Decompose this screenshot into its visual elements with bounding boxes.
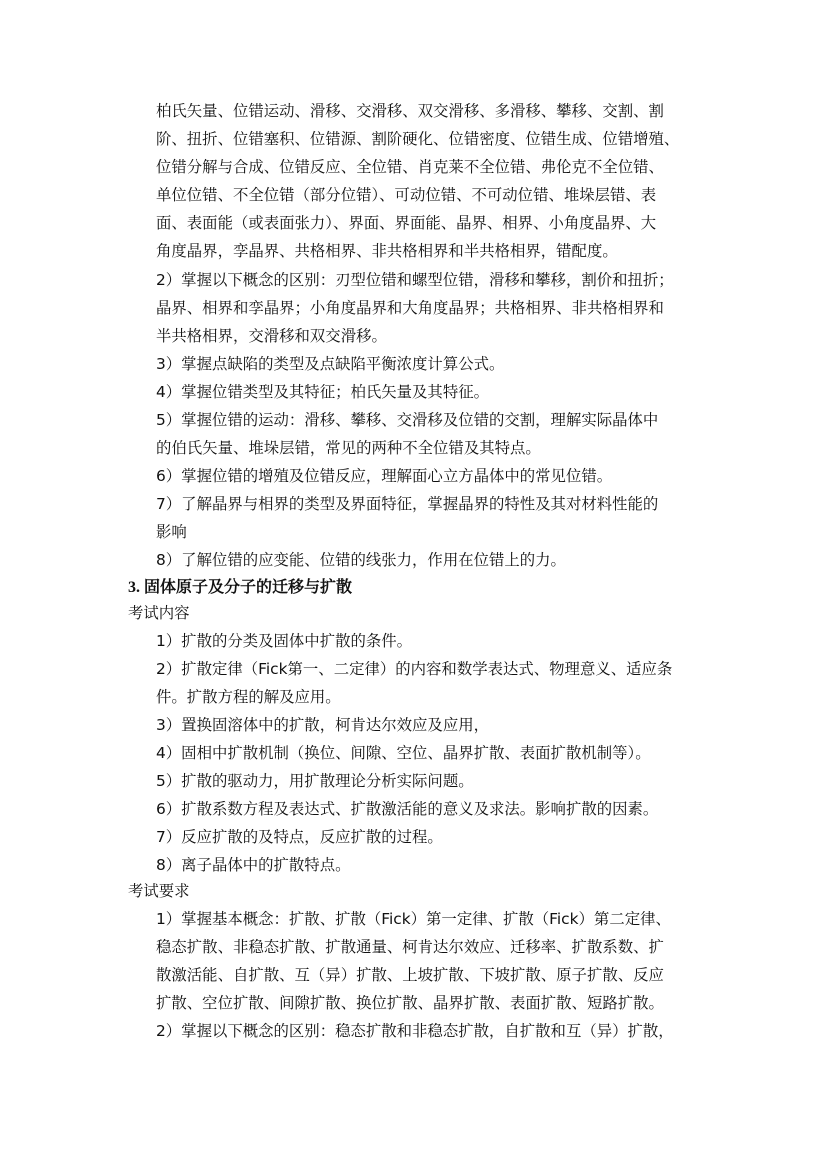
list-item: 2）掌握以下概念的区别：刃型位错和螺型位错，滑移和攀移，割价和扭折； bbox=[156, 271, 674, 289]
text-line: 柏氏矢量、位错运动、滑移、交滑移、双交滑移、多滑移、攀移、交割、割 bbox=[156, 102, 664, 120]
text-line: 件。扩散方程的解及应用。 bbox=[156, 688, 341, 706]
list-item: 8）离子晶体中的扩散特点。 bbox=[156, 856, 351, 874]
list-item: 6）掌握位错的增殖及位错反应，理解面心立方晶体中的常见位错。 bbox=[156, 467, 613, 485]
list-item: 5）扩散的驱动力，用扩散理论分析实际问题。 bbox=[156, 772, 474, 790]
text-line: 影响 bbox=[156, 523, 187, 541]
text-line: 晶界、相界和孪晶界；小角度晶界和大角度晶界；共格相界、非共格相界和 bbox=[156, 299, 664, 317]
text-line: 散激活能、自扩散、互（异）扩散、上坡扩散、下坡扩散、原子扩散、反应 bbox=[156, 966, 664, 984]
text-line: 面、表面能（或表面张力）、界面、界面能、晶界、相界、小角度晶界、大 bbox=[156, 214, 657, 232]
list-item: 4）掌握位错类型及其特征；柏氏矢量及其特征。 bbox=[156, 383, 489, 401]
list-item: 6）扩散系数方程及表达式、扩散激活能的意义及求法。影响扩散的因素。 bbox=[156, 800, 659, 818]
list-item: 7）了解晶界与相界的类型及界面特征，掌握晶界的特性及其对材料性能的 bbox=[156, 495, 659, 513]
list-item: 2）扩散定律（Fick第一、二定律）的内容和数学表达式、物理意义、适应条 bbox=[156, 660, 673, 678]
section-heading: 3. 固体原子及分子的迁移与扩散 bbox=[128, 579, 353, 596]
list-item: 3）置换固溶体中的扩散，柯肯达尔效应及应用， bbox=[156, 716, 489, 734]
list-item: 7）反应扩散的及特点，反应扩散的过程。 bbox=[156, 828, 443, 846]
subsection-label: 考试内容 bbox=[128, 604, 190, 622]
text-line: 扩散、空位扩散、间隙扩散、换位扩散、晶界扩散、表面扩散、短路扩散。 bbox=[156, 994, 664, 1012]
text-line: 的伯氏矢量、堆垛层错，常见的两种不全位错及其特点。 bbox=[156, 439, 541, 457]
text-line: 阶、扭折、位错塞积、位错源、割阶硬化、位错密度、位错生成、位错增殖、 bbox=[156, 130, 680, 148]
list-item: 4）固相中扩散机制（换位、间隙、空位、晶界扩散、表面扩散机制等）。 bbox=[156, 744, 651, 762]
list-item: 1）掌握基本概念：扩散、扩散（Fick）第一定律、扩散（Fick）第二定律、 bbox=[156, 910, 671, 928]
text-line: 位错分解与合成、位错反应、全位错、肖克莱不全位错、弗伦克不全位错、 bbox=[156, 158, 664, 176]
list-item: 3）掌握点缺陷的类型及点缺陷平衡浓度计算公式。 bbox=[156, 355, 505, 373]
text-line: 半共格相界，交滑移和双交滑移。 bbox=[156, 327, 387, 345]
list-item: 8）了解位错的应变能、位错的线张力，作用在位错上的力。 bbox=[156, 551, 566, 569]
list-item: 2）掌握以下概念的区别：稳态扩散和非稳态扩散，自扩散和互（异）扩散， bbox=[156, 1022, 674, 1040]
subsection-label: 考试要求 bbox=[128, 882, 190, 900]
text-line: 角度晶界，孪晶界、共格相界、非共格相界和半共格相界，错配度。 bbox=[156, 242, 618, 260]
list-item: 1）扩散的分类及固体中扩散的条件。 bbox=[156, 632, 413, 650]
text-line: 单位位错、不全位错（部分位错）、可动位错、不可动位错、堆垛层错、表 bbox=[156, 186, 657, 204]
text-line: 稳态扩散、非稳态扩散、扩散通量、柯肯达尔效应、迁移率、扩散系数、扩 bbox=[156, 938, 664, 956]
list-item: 5）掌握位错的运动：滑移、攀移、交滑移及位错的交割，理解实际晶体中 bbox=[156, 411, 659, 429]
